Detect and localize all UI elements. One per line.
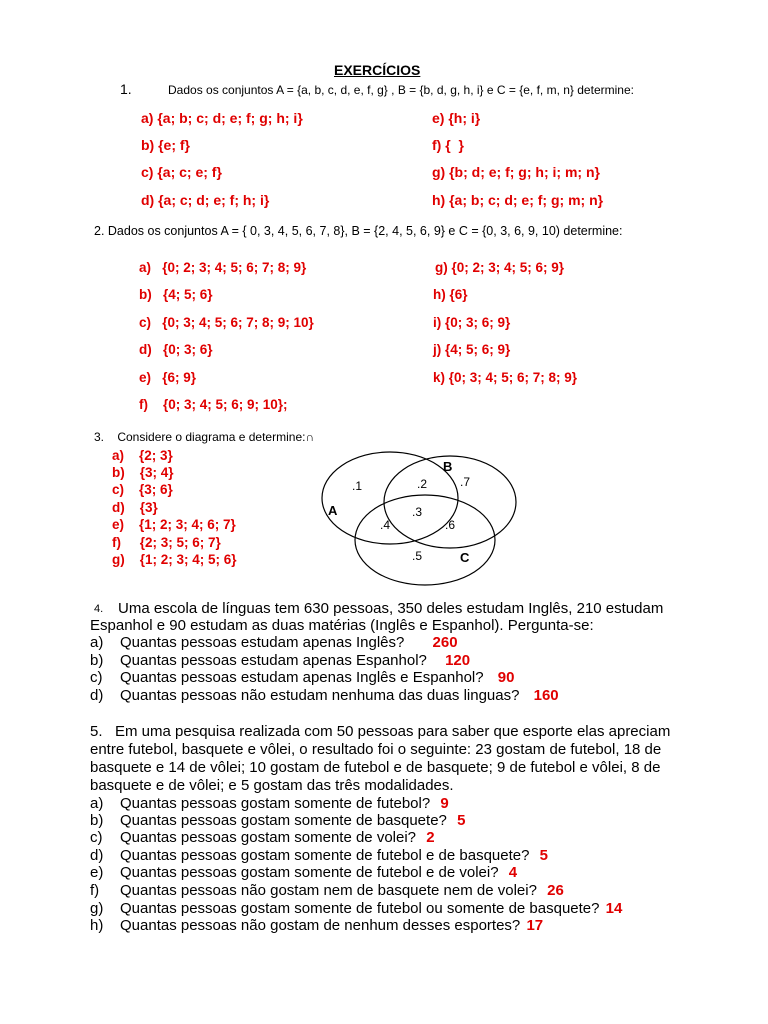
q4-item-answer: 90 bbox=[497, 669, 515, 686]
q2-answer-k: k) {0; 3; 4; 5; 6; 7; 8; 9} bbox=[433, 370, 578, 385]
q5-item-text: Quantas pessoas não gostam de nenhum desses esportes? bbox=[120, 917, 521, 934]
q4-item-label: b) bbox=[90, 652, 104, 669]
q5-item-answer: 2 bbox=[426, 829, 435, 846]
q5-item-text: Quantas pessoas gostam somente de futebol ou somente de basquete? bbox=[120, 900, 600, 917]
q1-number: 1. bbox=[120, 81, 132, 97]
q2-prompt: 2. Dados os conjuntos A = { 0, 3, 4, 5, 6, 7, 8}, B = {2, 4, 5, 6, 9} e C = {0, 3, 6, 9, 10) determine: bbox=[94, 224, 623, 238]
q1-answer-g: g) {b; d; e; f; g; h; i; m; n} bbox=[432, 164, 600, 180]
q5-item-h bbox=[90, 917, 543, 934]
q1-answer-d: d) {a; c; d; e; f; h; i} bbox=[141, 192, 270, 208]
venn-element-2: .2 bbox=[417, 477, 428, 491]
q5-item-label: f) bbox=[90, 882, 100, 899]
q5-item-label: d) bbox=[90, 847, 104, 864]
q5-item-d bbox=[90, 847, 548, 864]
q5-text-line-2: entre futebol, basquete e vôlei, o resultado foi o seguinte: 23 gostam de futebol, 18 de bbox=[90, 741, 662, 758]
q3-answer-a: a) {2; 3} bbox=[112, 448, 173, 463]
q5-item-text: Quantas pessoas gostam somente de futebol e de volei? bbox=[120, 864, 499, 881]
q5-item-answer: 26 bbox=[547, 882, 564, 899]
q1-answer-a: a) {a; b; c; d; e; f; g; h; i} bbox=[141, 110, 303, 126]
q2-answer-d: d) {0; 3; 6} bbox=[139, 342, 213, 357]
q2-answer-g: g) {0; 2; 3; 4; 5; 6; 9} bbox=[435, 260, 565, 275]
q1-answer-c: c) {a; c; e; f} bbox=[141, 164, 222, 180]
q5-item-c bbox=[90, 829, 435, 846]
q3-answer-d: d) {3} bbox=[112, 500, 158, 515]
q5-text-line-3: basquete e 14 de vôlei; 10 gostam de futebol e de basquete; 9 de futebol e vôlei, 8 de bbox=[90, 759, 661, 776]
q4-item-text: Quantas pessoas estudam apenas Espanhol? bbox=[120, 652, 427, 669]
q5-item-text: Quantas pessoas gostam somente de futebol e de basquete? bbox=[120, 847, 530, 864]
q5-item-text: Quantas pessoas não gostam nem de basquete nem de volei? bbox=[120, 882, 537, 899]
q5-item-e bbox=[90, 864, 517, 881]
q3-answer-b: b) {3; 4} bbox=[112, 465, 174, 480]
q1-answer-e: e) {h; i} bbox=[432, 110, 481, 126]
venn-element-4: .4 bbox=[380, 518, 391, 532]
q1-answer-h: h) {a; b; c; d; e; f; g; m; n} bbox=[432, 192, 604, 208]
q1-prompt: Dados os conjuntos A = {a, b, c, d, e, f, g} , B = {b, d, g, h, i} e C = {e, f, m, n} determine: bbox=[168, 83, 634, 97]
venn-diagram bbox=[300, 440, 540, 600]
q3-answer-f: f) {2; 3; 5; 6; 7} bbox=[112, 535, 221, 550]
q4-item-text: Quantas pessoas estudam apenas Inglês e Espanhol? bbox=[120, 669, 484, 686]
venn-label-b: B bbox=[443, 459, 453, 474]
q4-item-answer: 120 bbox=[445, 652, 471, 669]
q5-item-answer: 5 bbox=[539, 847, 548, 864]
q3-answer-g: g) {1; 2; 3; 4; 5; 6} bbox=[112, 552, 237, 567]
q5-item-answer: 9 bbox=[440, 795, 449, 812]
q4-item-label: c) bbox=[90, 669, 103, 686]
venn-label-c: C bbox=[460, 550, 470, 565]
venn-circle-c bbox=[355, 495, 495, 585]
q4-item-b bbox=[90, 652, 470, 669]
venn-element-5: .5 bbox=[412, 549, 423, 563]
q2-answer-i: i) {0; 3; 6; 9} bbox=[433, 315, 511, 330]
q4-item-text: Quantas pessoas não estudam nenhuma das duas linguas? bbox=[120, 687, 520, 704]
q5-item-a bbox=[90, 795, 449, 812]
q5-item-text: Quantas pessoas gostam somente de basquete? bbox=[120, 812, 447, 829]
q3-prompt: 3. Considere o diagrama e determine:∩ bbox=[94, 430, 315, 444]
q2-answer-h: h) {6} bbox=[433, 287, 468, 302]
q3-answer-c: c) {3; 6} bbox=[112, 482, 173, 497]
q5-text-line-4: basquete e de vôlei; e 5 gostam das três modalidades. bbox=[90, 777, 454, 794]
q5-item-answer: 14 bbox=[605, 900, 623, 917]
venn-element-1: .1 bbox=[352, 479, 363, 493]
q4-text-line-1: Uma escola de línguas tem 630 pessoas, 350 deles estudam Inglês, 210 estudam bbox=[118, 600, 664, 617]
q4-item-answer: 260 bbox=[432, 634, 458, 651]
q5-item-b bbox=[90, 812, 465, 829]
q5-item-label: e) bbox=[90, 864, 104, 881]
venn-element-7: .7 bbox=[460, 475, 471, 489]
q4-item-answer: 160 bbox=[533, 687, 559, 704]
q4-item-c bbox=[90, 669, 514, 686]
q5-item-text: Quantas pessoas gostam somente de volei? bbox=[120, 829, 417, 846]
q5-item-g bbox=[90, 900, 622, 917]
q4-number: 4. bbox=[94, 603, 104, 615]
venn-element-6: .6 bbox=[445, 518, 456, 532]
q1-answer-b: b) {e; f} bbox=[141, 137, 190, 153]
q4-item-d bbox=[90, 687, 559, 704]
q5-item-label: g) bbox=[90, 900, 104, 917]
q5-item-text: Quantas pessoas gostam somente de futebol? bbox=[120, 795, 431, 812]
q5-item-label: h) bbox=[90, 917, 104, 934]
q2-answer-b: b) {4; 5; 6} bbox=[139, 287, 213, 302]
q4-text-line-2: Espanhol e 90 estudam as duas matérias (Inglês e Espanhol). Pergunta-se: bbox=[90, 617, 594, 634]
q5-item-label: c) bbox=[90, 829, 103, 846]
q4-item-a bbox=[90, 634, 458, 651]
q5-item-answer: 4 bbox=[508, 864, 518, 881]
q2-answer-f: f) {0; 3; 4; 5; 6; 9; 10}; bbox=[139, 397, 288, 412]
q5-text-line-1: 5. Em uma pesquisa realizada com 50 pessoas para saber que esporte elas apreciam bbox=[90, 723, 671, 740]
page-title: EXERCÍCIOS bbox=[334, 62, 421, 78]
q2-answer-j: j) {4; 5; 6; 9} bbox=[433, 342, 511, 357]
q4-item-text: Quantas pessoas estudam apenas Inglês? bbox=[120, 634, 405, 651]
q2-answer-c: c) {0; 3; 4; 5; 6; 7; 8; 9; 10} bbox=[139, 315, 314, 330]
q4-item-label: d) bbox=[90, 687, 104, 704]
q5-item-label: b) bbox=[90, 812, 104, 829]
q4-item-label: a) bbox=[90, 634, 104, 651]
q2-answer-a: a) {0; 2; 3; 4; 5; 6; 7; 8; 9} bbox=[139, 260, 307, 275]
q5-item-answer: 17 bbox=[526, 917, 544, 934]
q5-item-answer: 5 bbox=[457, 812, 466, 829]
q3-answer-e: e) {1; 2; 3; 4; 6; 7} bbox=[112, 517, 236, 532]
q5-item-label: a) bbox=[90, 795, 104, 812]
q5-item-f bbox=[90, 882, 564, 899]
q2-answer-e: e) {6; 9} bbox=[139, 370, 197, 385]
q1-answer-f: f) { } bbox=[432, 137, 464, 153]
venn-label-a: A bbox=[328, 503, 338, 518]
venn-element-3: .3 bbox=[412, 505, 423, 519]
